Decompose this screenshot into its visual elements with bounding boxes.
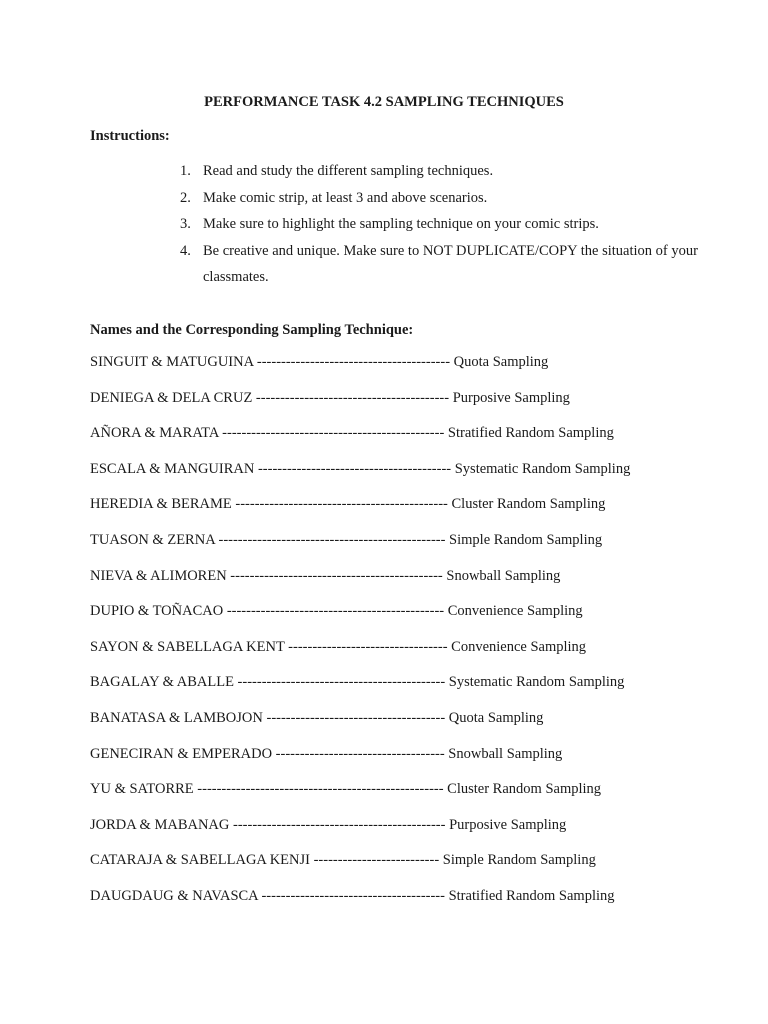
instruction-number: 1. [180,163,191,179]
instructions-list [180,158,700,291]
assignment-line: AÑORA & MARATA ---------------------------------------------- Stratified Random Sampling [90,425,614,442]
assignment-line: HEREDIA & BERAME -------------------------------------------- Cluster Random Sampling [90,496,606,513]
instruction-number: 2. [180,189,191,206]
assignments-heading: Names and the Corresponding Sampling Technique: [90,322,414,338]
assignments-list [90,352,710,922]
page-title: PERFORMANCE TASK 4.2 SAMPLING TECHNIQUES [204,94,564,110]
instruction-item [180,158,700,185]
assignment-line: DAUGDAUG & NAVASCA -------------------------------------- Stratified Random Sampling [90,887,615,904]
assignment-line: JORDA & MABANAG -------------------------------------------- Purposive Sampling [90,816,567,833]
assignment-line: GENECIRAN & EMPERADO ----------------------------------- Snowball Sampling [90,745,563,762]
instruction-text: Read and study the different sampling techniques. [203,163,494,179]
instructions-heading: Instructions: [90,128,170,144]
assignment-line: CATARAJA & SABELLAGA KENJI -------------------------- Simple Random Sampling [90,852,596,869]
assignment-line: SAYON & SABELLAGA KENT --------------------------------- Convenience Sampling [90,638,587,655]
assignment-line: NIEVA & ALIMOREN -------------------------------------------- Snowball Sampling [90,567,561,584]
assignment-line: YU & SATORRE --------------------------------------------------- Cluster Random Sampling [90,781,602,798]
instruction-text: Make comic strip, at least 3 and above scenarios. [203,189,488,206]
assignment-line: BANATASA & LAMBOJON ------------------------------------- Quota Sampling [90,709,544,726]
instruction-text: Be creative and unique. Make sure to NOT DUPLICATE/COPY the situation of your classmates. [203,242,698,285]
assignment-line: DUPIO & TOÑACAO --------------------------------------------- Convenience Sampling [90,603,583,620]
instruction-text: Make sure to highlight the sampling technique on your comic strips. [203,216,599,232]
instruction-item [180,185,700,212]
instruction-number: 4. [180,242,191,259]
instruction-item [180,211,700,238]
assignment-line: ESCALA & MANGUIRAN ---------------------------------------- Systematic Random Sampling [90,460,631,477]
instruction-item [180,238,700,291]
assignment-line: DENIEGA & DELA CRUZ ---------------------------------------- Purposive Sampling [90,389,570,406]
assignment-line: BAGALAY & ABALLE ------------------------------------------- Systematic Random Sampling [90,674,625,691]
assignment-line: TUASON & ZERNA ----------------------------------------------- Simple Random Sampling [90,531,603,548]
instruction-number: 3. [180,216,191,232]
assignment-line: SINGUIT & MATUGUINA ---------------------------------------- Quota Sampling [90,354,549,370]
